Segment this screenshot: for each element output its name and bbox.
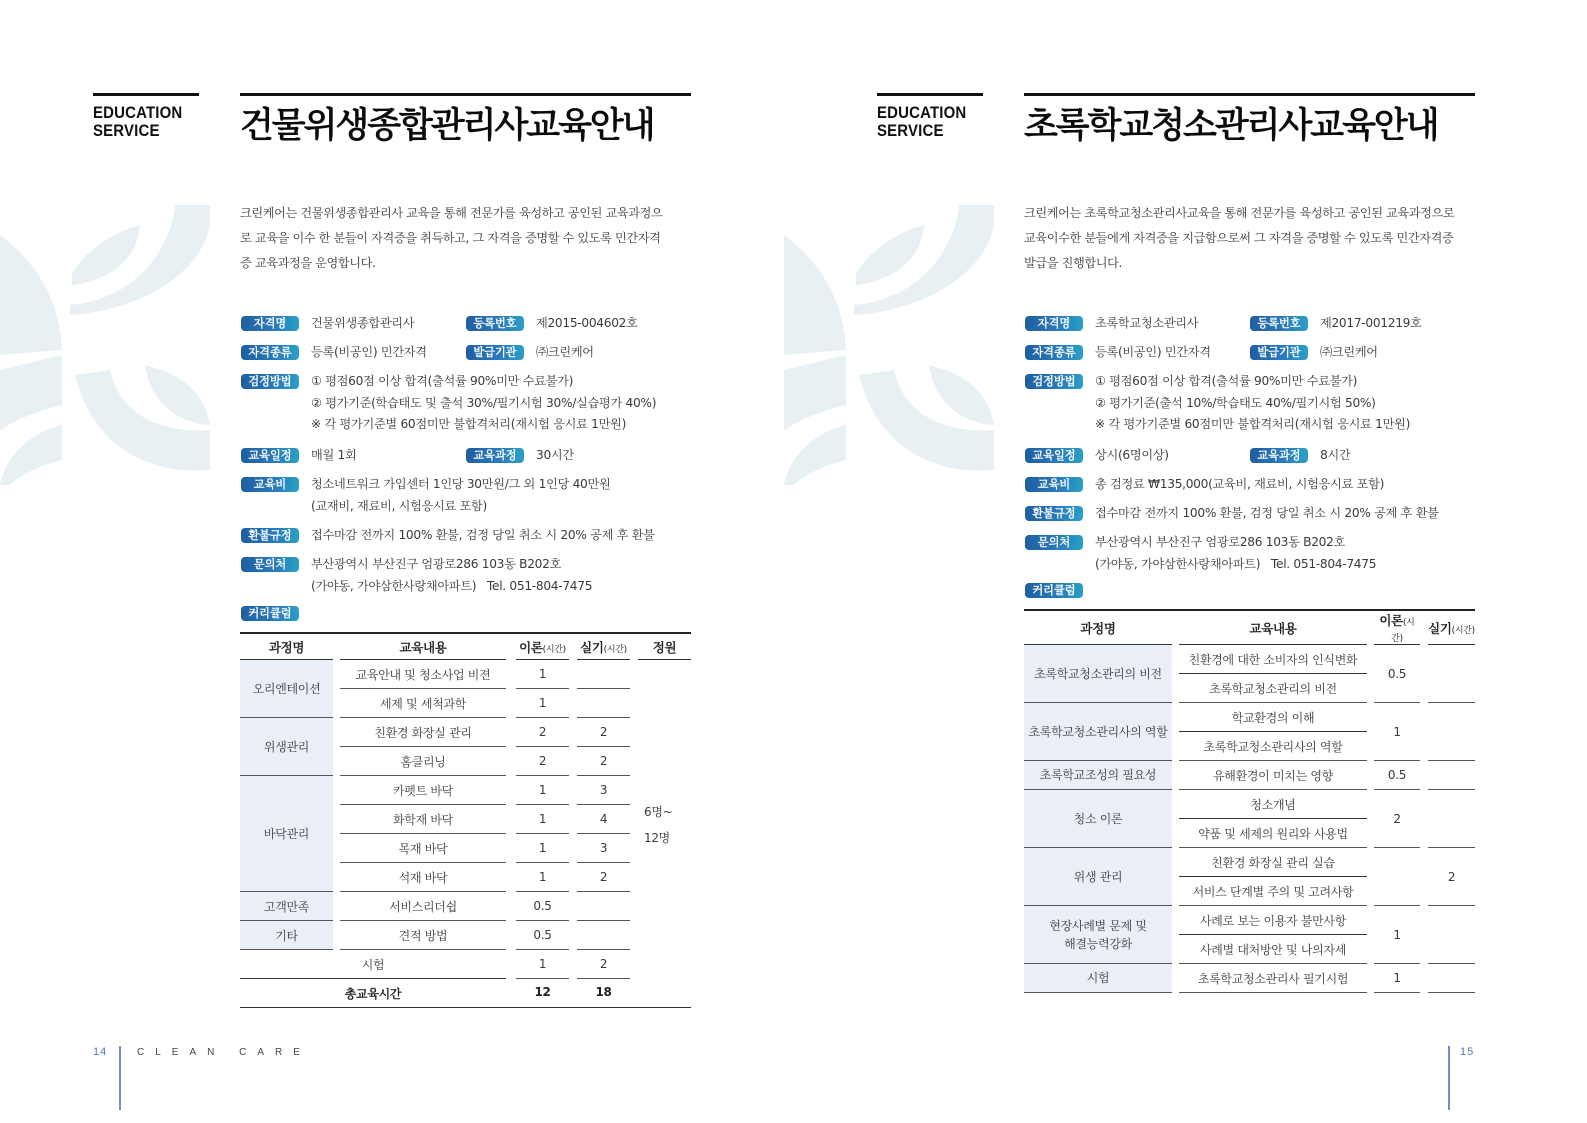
fee-value: 총 검정료 ₩135,000(교육비, 재료비, 시험응시료 포함) <box>1095 477 1385 491</box>
content-cell: 카펫트 바닥 <box>340 776 506 805</box>
course-name-cell: 고객만족 <box>240 892 333 921</box>
badge-refund: 환불규정 <box>241 528 299 543</box>
content-cell: 친환경에 대한 소비자의 인식변화 <box>1179 645 1367 674</box>
badge-name: 자격명 <box>1025 316 1083 331</box>
content-cell: 홈클리닝 <box>340 747 506 776</box>
course-name-text: 시험 <box>1086 971 1110 985</box>
edu-label-line1: EDUCATION <box>93 103 183 122</box>
practice-cell: 2 <box>577 718 630 747</box>
method-line: ※ 각 평가기준별 60점미만 불합격처리(재시험 응시료 1만원) <box>311 417 627 431</box>
schedule-value: 매월 1회 <box>311 448 357 462</box>
badge-course: 교육과정 <box>466 448 524 463</box>
edu-label-line1: EDUCATION <box>877 103 967 122</box>
reg-value: 제2017-001219호 <box>1320 316 1422 330</box>
table-row <box>1024 848 1475 877</box>
table-row <box>1024 703 1475 732</box>
badge-refund: 환불규정 <box>1025 506 1083 521</box>
content-cell: 사례별 대처방안 및 나의자세 <box>1179 935 1367 964</box>
type-value: 등록(비공인) 민간자격 <box>311 345 427 359</box>
info-row-curriculum <box>1025 583 1083 598</box>
practice-cell: 2 <box>577 747 630 776</box>
header-capacity: 정원 <box>638 634 691 660</box>
info-row-method <box>1025 374 1410 436</box>
edu-service-label <box>877 104 966 140</box>
theory-cell: 1 <box>1374 703 1420 761</box>
info-row-curriculum <box>241 606 299 621</box>
intro-text <box>1024 201 1454 276</box>
course-name-cell <box>1024 703 1172 761</box>
course-name-cell <box>1024 906 1172 964</box>
info-row-contact <box>241 557 592 597</box>
badge-method: 검정방법 <box>1025 374 1083 389</box>
table-row <box>240 776 691 805</box>
theory-cell: 1 <box>516 776 569 805</box>
info-row-refund <box>241 528 655 546</box>
content-cell: 친환경 화장실 관리 실습 <box>1179 848 1367 877</box>
issuer-value: ㈜크린케어 <box>536 345 594 359</box>
practice-cell: 2 <box>1428 848 1475 906</box>
content-cell: 유해환경이 미치는 영향 <box>1179 761 1367 790</box>
theory-label: 이론 <box>519 639 543 655</box>
table-row <box>240 892 691 921</box>
capacity-cell <box>638 660 691 979</box>
course-name-line: 현장사례별 문제 및 <box>1049 918 1147 933</box>
course-name-cell: 기타 <box>240 921 333 950</box>
header-practice <box>577 634 630 660</box>
method-line: ① 평점60점 이상 합격(출석률 90%미만 수료불가) <box>1095 374 1358 388</box>
intro-text <box>240 201 662 276</box>
course-name-cell: 오리엔테이션 <box>240 660 333 718</box>
method-line: ② 평가기준(출석 10%/학습태도 40%/필기시험 50%) <box>1095 395 1376 410</box>
course-name-cell <box>1024 848 1172 906</box>
title-rule <box>1024 93 1475 96</box>
course-name-text: 청소 이론 <box>1073 811 1123 826</box>
theory-cell: 1 <box>1374 964 1420 993</box>
fee-value <box>311 474 610 517</box>
method-line: ② 평가기준(학습태도 및 출석 30%/필기시험 30%/실습평가 40%) <box>311 395 657 410</box>
table-header-row <box>240 634 691 660</box>
practice-cell: 4 <box>577 805 630 834</box>
badge-reg: 등록번호 <box>466 316 524 331</box>
badge-contact: 문의처 <box>241 557 299 572</box>
practice-cell <box>577 892 630 921</box>
label-rule <box>877 93 983 96</box>
info-row-type <box>1025 345 1378 363</box>
content-cell: 초록학교청소관리의 비전 <box>1179 674 1367 703</box>
practice-cell <box>1428 703 1475 761</box>
course-name-line: 해결능력강화 <box>1064 936 1132 951</box>
page-title: 건물위생종합관리사교육안내 <box>240 106 654 146</box>
theory-label: 이론 <box>1379 613 1403 628</box>
practice-cell <box>1428 906 1475 964</box>
practice-cell <box>1428 645 1475 703</box>
theory-cell: 1 <box>516 805 569 834</box>
theory-cell: 0.5 <box>1374 645 1420 703</box>
course-name-cell <box>1024 761 1172 790</box>
page-title: 초록학교청소관리사교육안내 <box>1024 106 1438 146</box>
schedule-value: 상시(6명이상) <box>1095 448 1169 462</box>
contact-value <box>1095 532 1376 575</box>
info-row-schedule <box>1025 448 1350 466</box>
method-line: ※ 각 평가기준별 60점미만 불합격처리(재시험 응시료 1만원) <box>1095 417 1411 431</box>
table-row <box>240 718 691 747</box>
content-cell: 교육안내 및 청소사업 비젼 <box>340 660 506 689</box>
page-number: 14 <box>93 1046 108 1058</box>
decorative-logo-shape <box>0 205 215 485</box>
total-theory: 12 <box>534 984 551 999</box>
curriculum-table <box>240 634 691 1008</box>
edu-label-line2: SERVICE <box>93 121 160 140</box>
info-row-fee <box>241 477 610 517</box>
badge-issuer: 발급기관 <box>1250 345 1308 360</box>
contact-line: 부산광역시 부산진구 엄광로286 103동 B202호 <box>1095 535 1346 549</box>
theory-cell: 2 <box>516 718 569 747</box>
badge-method: 검정방법 <box>241 374 299 389</box>
course-name-text: 초록학교청소관리사의 역할 <box>1028 724 1168 739</box>
intro-line: 크린케어는 초록학교청소관리사교육을 통해 전문가를 육성하고 공인된 교육과정으로 <box>1024 206 1455 220</box>
badge-course: 교육과정 <box>1250 448 1308 463</box>
info-row-refund <box>1025 506 1439 524</box>
header-content: 교육내용 <box>1179 611 1367 645</box>
course-name-cell <box>1024 790 1172 848</box>
practice-cell: 2 <box>577 863 630 892</box>
header-course: 과정명 <box>1024 611 1172 645</box>
table-row <box>1024 645 1475 674</box>
total-label: 총교육시간 <box>344 986 402 1001</box>
content-cell: 청소개념 <box>1179 790 1367 819</box>
info-row-method <box>241 374 656 436</box>
unit-label: (시간) <box>603 644 627 655</box>
practice-cell <box>577 689 630 718</box>
header-theory <box>1374 611 1420 645</box>
theory-cell: 0.5 <box>516 921 569 950</box>
course-value: 30시간 <box>536 448 574 462</box>
fee-line: 청소네트워크 가입센터 1인당 30만원/그 외 1인당 40만원 <box>311 477 611 491</box>
fee-line: (교재비, 재료비, 시험응시료 포함) <box>311 498 487 513</box>
content-cell: 서비스리더쉽 <box>340 892 506 921</box>
unit-label: (시간) <box>542 644 566 655</box>
exam-practice: 2 <box>577 950 630 979</box>
content-cell: 사례로 보는 이용자 불만사항 <box>1179 906 1367 935</box>
footer-bar <box>119 1046 121 1110</box>
table-header-row <box>1024 611 1475 645</box>
theory-cell: 0.5 <box>516 892 569 921</box>
table-row <box>240 660 691 689</box>
practice-cell <box>1428 790 1475 848</box>
content-cell: 견적 방법 <box>340 921 506 950</box>
refund-value: 접수마감 전까지 100% 환불, 검정 당일 취소 시 20% 공제 후 환불 <box>311 528 655 542</box>
badge-curriculum: 커리큘럼 <box>241 606 299 621</box>
footer-bar <box>1448 1046 1450 1110</box>
capacity-line: 12명 <box>644 830 670 845</box>
page-number: 15 <box>1460 1046 1475 1058</box>
theory-cell: 1 <box>516 834 569 863</box>
page-right <box>794 0 1587 1123</box>
unit-label: (시간) <box>1451 625 1475 636</box>
badge-name: 자격명 <box>241 316 299 331</box>
badge-schedule: 교육일정 <box>1025 448 1083 463</box>
info-row-fee <box>1025 477 1384 495</box>
total-row <box>240 979 691 1008</box>
name-value: 건물위생종합관리사 <box>311 316 415 330</box>
content-cell: 세제 및 세척과학 <box>340 689 506 718</box>
course-name-cell: 위생관리 <box>240 718 333 776</box>
header-practice <box>1428 611 1475 645</box>
course-value: 8시간 <box>1320 448 1351 462</box>
refund-value: 접수마감 전까지 100% 환불, 검정 당일 취소 시 20% 공제 후 환불 <box>1095 506 1439 520</box>
name-value: 초록학교청소관리사 <box>1095 316 1199 330</box>
edu-label-line2: SERVICE <box>877 121 944 140</box>
label-rule <box>93 93 199 96</box>
theory-cell: 2 <box>1374 790 1420 848</box>
reg-value: 제2015-004602호 <box>536 316 638 330</box>
exam-row <box>240 950 691 979</box>
intro-line: 발급을 진행합니다. <box>1024 256 1122 270</box>
issuer-value: ㈜크린케어 <box>1320 345 1378 359</box>
table-row <box>1024 790 1475 819</box>
course-name-text: 초록학교청소관리의 비전 <box>1034 666 1162 681</box>
total-practice: 18 <box>595 984 612 999</box>
badge-schedule: 교육일정 <box>241 448 299 463</box>
intro-line: 교육이수한 분들에게 자격증을 지급함으로써 그 자격을 증명할 수 있도록 민간자격증 <box>1024 231 1454 245</box>
method-value <box>1095 371 1410 436</box>
info-row-schedule <box>241 448 574 466</box>
theory-cell: 1 <box>516 689 569 718</box>
contact-value <box>311 554 592 597</box>
practice-cell <box>577 921 630 950</box>
contact-line: 부산광역시 부산진구 엄광로286 103동 B202호 <box>311 557 562 571</box>
badge-contact: 문의처 <box>1025 535 1083 550</box>
info-row-name <box>241 316 638 334</box>
content-cell: 친환경 화장실 관리 <box>340 718 506 747</box>
page-left <box>0 0 793 1123</box>
course-name-text: 초록학교조성의 필요성 <box>1039 768 1157 782</box>
practice-cell <box>1428 761 1475 790</box>
course-name-cell <box>1024 645 1172 703</box>
content-cell: 초록학교청소관리사 필기시험 <box>1179 964 1367 993</box>
theory-cell: 2 <box>516 747 569 776</box>
table-row <box>1024 964 1475 993</box>
practice-cell: 3 <box>577 834 630 863</box>
badge-issuer: 발급기관 <box>466 345 524 360</box>
info-row-name <box>1025 316 1422 334</box>
content-cell: 약품 및 세제의 원리와 사용법 <box>1179 819 1367 848</box>
course-name-cell <box>1024 964 1172 993</box>
type-value: 등록(비공인) 민간자격 <box>1095 345 1211 359</box>
exam-label: 시험 <box>240 950 506 979</box>
badge-curriculum: 커리큘럼 <box>1025 583 1083 598</box>
theory-cell <box>1374 848 1420 906</box>
info-row-contact <box>1025 535 1376 575</box>
edu-service-label <box>93 104 182 140</box>
decorative-logo-shape <box>784 205 999 485</box>
method-line: ① 평점60점 이상 합격(출석률 90%미만 수료불가) <box>311 374 574 388</box>
content-cell: 화학재 바닥 <box>340 805 506 834</box>
title-rule <box>240 93 691 96</box>
practice-cell <box>577 660 630 689</box>
course-name-cell: 바닥관리 <box>240 776 333 892</box>
badge-reg: 등록번호 <box>1250 316 1308 331</box>
header-theory <box>516 634 569 660</box>
method-value <box>311 371 656 436</box>
course-name-text: 위생 관리 <box>1073 869 1123 884</box>
practice-cell: 3 <box>577 776 630 805</box>
table-row <box>240 921 691 950</box>
theory-cell: 1 <box>516 660 569 689</box>
table-row <box>1024 906 1475 935</box>
badge-fee: 교육비 <box>241 477 299 492</box>
practice-label: 실기 <box>580 639 604 655</box>
header-content: 교육내용 <box>340 634 506 660</box>
badge-fee: 교육비 <box>1025 477 1083 492</box>
theory-cell: 1 <box>516 863 569 892</box>
table-row <box>1024 761 1475 790</box>
unit-label: (시간) <box>1391 618 1415 644</box>
badge-type: 자격종류 <box>241 345 299 360</box>
intro-line: 증 교육과정을 운영합니다. <box>240 256 376 270</box>
practice-cell <box>1428 964 1475 993</box>
badge-type: 자격종류 <box>1025 345 1083 360</box>
footer-brand: CLEAN CARE <box>137 1047 311 1058</box>
exam-theory: 1 <box>516 950 569 979</box>
content-cell: 목재 바닥 <box>340 834 506 863</box>
intro-line: 크린케어는 건물위생종합관리사 교육을 통해 전문가를 육성하고 공인된 교육과정으 <box>240 206 663 220</box>
content-cell: 학교환경의 이해 <box>1179 703 1367 732</box>
content-cell: 서비스 단계별 주의 및 고려사항 <box>1179 877 1367 906</box>
contact-line: (가야동, 가야삼한사랑채아파트) Tel. 051-804-7475 <box>1095 556 1377 571</box>
theory-cell: 0.5 <box>1374 761 1420 790</box>
capacity-line: 6명~ <box>644 804 673 819</box>
info-row-type <box>241 345 594 363</box>
intro-line: 로 교육을 이수 한 분들이 자격증을 취득하고, 그 자격을 증명할 수 있도록 민간자격 <box>240 231 661 245</box>
practice-label: 실기 <box>1428 620 1452 636</box>
header-course: 과정명 <box>240 634 333 660</box>
curriculum-table <box>1024 611 1475 993</box>
content-cell: 석재 바닥 <box>340 863 506 892</box>
content-cell: 초록학교청소관리사의 역할 <box>1179 732 1367 761</box>
theory-cell: 1 <box>1374 906 1420 964</box>
contact-line: (가야동, 가야삼한사랑채아파트) Tel. 051-804-7475 <box>311 578 593 593</box>
